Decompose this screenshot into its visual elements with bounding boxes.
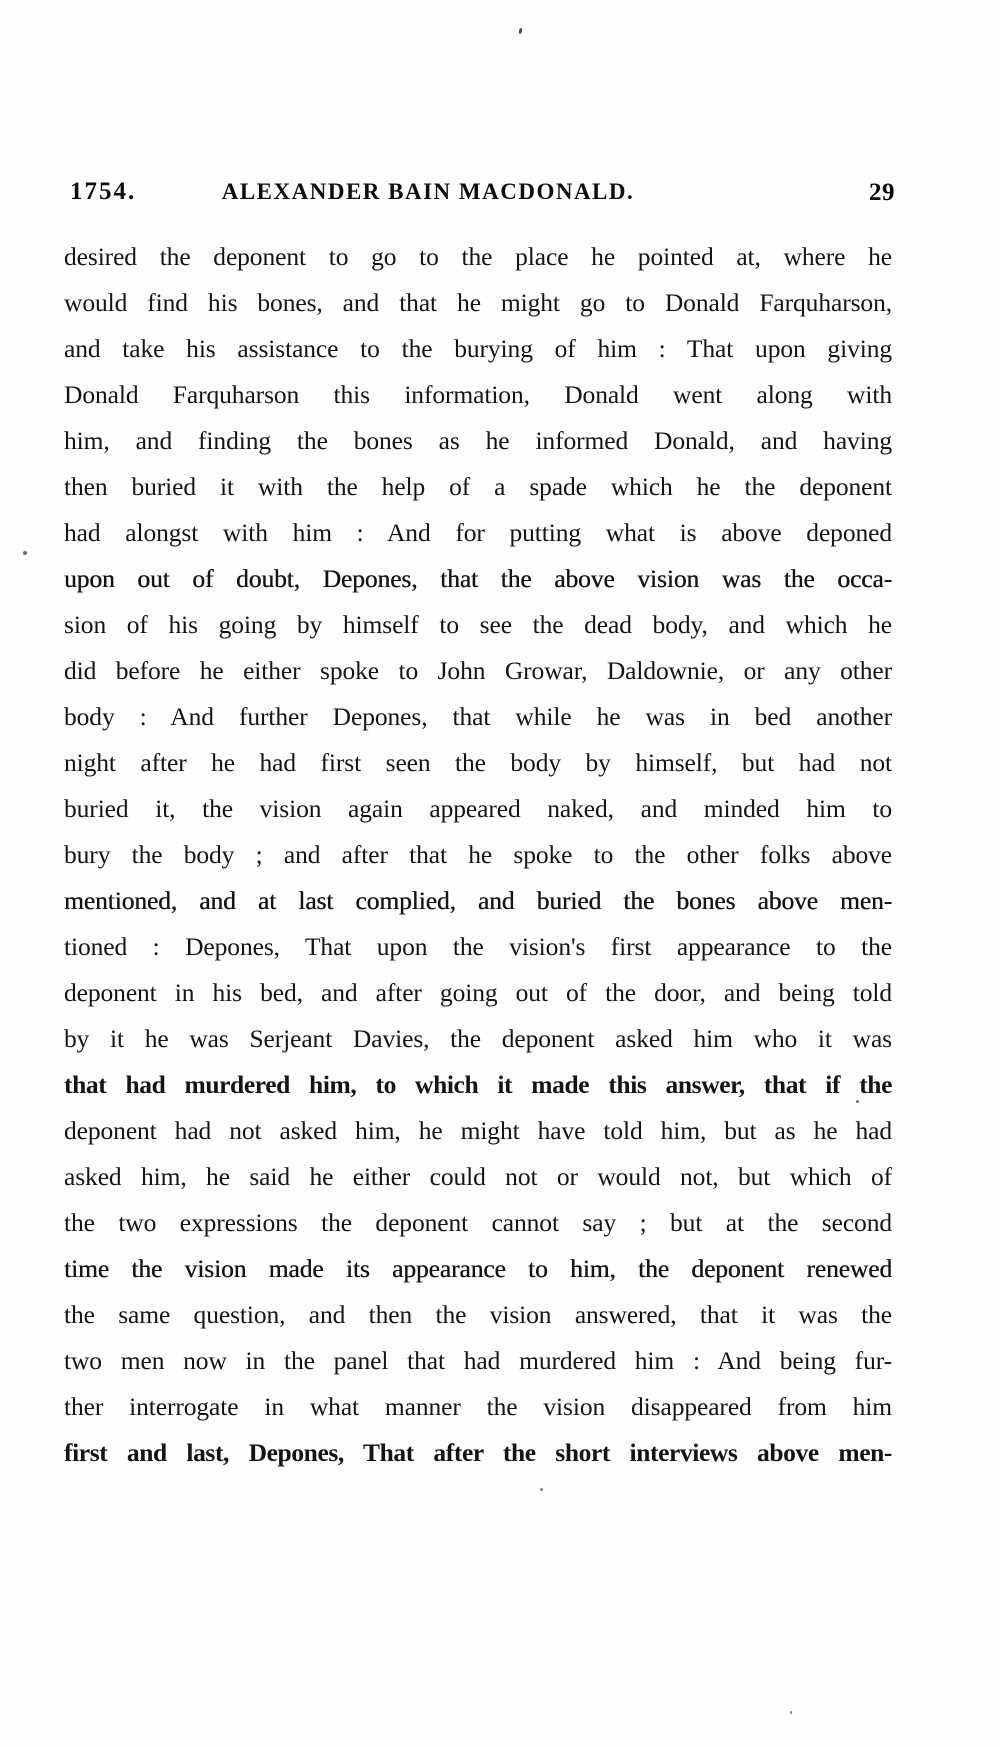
page-number: 29 [869, 179, 895, 206]
text-line: deponent had not asked him, he might have told him, but as he had [64, 1116, 892, 1145]
text-line: did before he either spoke to John Growar, Daldownie, or any other [64, 656, 892, 685]
text-line: night after he had first seen the body by himself, but had not [64, 748, 892, 777]
text-line: would find his bones, and that he might go to Donald Farquharson, [64, 288, 892, 317]
text-line: by it he was Serjeant Davies, the deponent asked him who it was [64, 1024, 892, 1053]
text-line: desired the deponent to go to the place he pointed at, where he [64, 242, 892, 271]
text-line: bury the body ; and after that he spoke to the other folks above [64, 840, 892, 869]
text-line: buried it, the vision again appeared naked, and minded him to [64, 794, 892, 823]
header-year: 1754. [70, 178, 137, 205]
ink-speck [23, 551, 27, 555]
text-line: upon out of doubt, Depones, that the above vision was the occa- [64, 564, 892, 593]
text-line: ther interrogate in what manner the vision disappeared from him [64, 1392, 892, 1421]
text-line: two men now in the panel that had murdered him : And being fur- [64, 1346, 892, 1375]
text-line: tioned : Depones, That upon the vision's first appearance to the [64, 932, 892, 961]
text-line: that had murdered him, to which it made this answer, that if the [64, 1070, 892, 1099]
header-title-wrap [0, 179, 856, 205]
text-line: deponent in his bed, and after going out of the door, and being told [64, 978, 892, 1007]
body-text-block [64, 234, 892, 1476]
text-line: the same question, and then the vision answered, that it was the [64, 1300, 892, 1329]
text-line: mentioned, and at last complied, and buried the bones above men- [64, 886, 892, 915]
text-line: had alongst with him : And for putting what is above deponed [64, 518, 892, 547]
text-line: him, and finding the bones as he informed Donald, and having [64, 426, 892, 455]
text-line: asked him, he said he either could not or would not, but which of [64, 1162, 892, 1191]
text-line: Donald Farquharson this information, Donald went along with [64, 380, 892, 409]
text-line: body : And further Depones, that while he was in bed another [64, 702, 892, 731]
ink-speck [856, 1100, 859, 1103]
ink-speck [790, 1711, 792, 1714]
text-line: first and last, Depones, That after the short interviews above men- [64, 1438, 892, 1467]
text-line: and take his assistance to the burying of him : That upon giving [64, 334, 892, 363]
text-line: then buried it with the help of a spade which he the deponent [64, 472, 892, 501]
text-line: time the vision made its appearance to him, the deponent renewed [64, 1254, 892, 1283]
text-line: sion of his going by himself to see the dead body, and which he [64, 610, 892, 639]
text-line: the two expressions the deponent cannot say ; but at the second [64, 1208, 892, 1237]
page-title: ALEXANDER BAIN MACDONALD. [221, 179, 635, 204]
ink-speck [540, 1488, 543, 1491]
ink-speck [518, 28, 522, 34]
